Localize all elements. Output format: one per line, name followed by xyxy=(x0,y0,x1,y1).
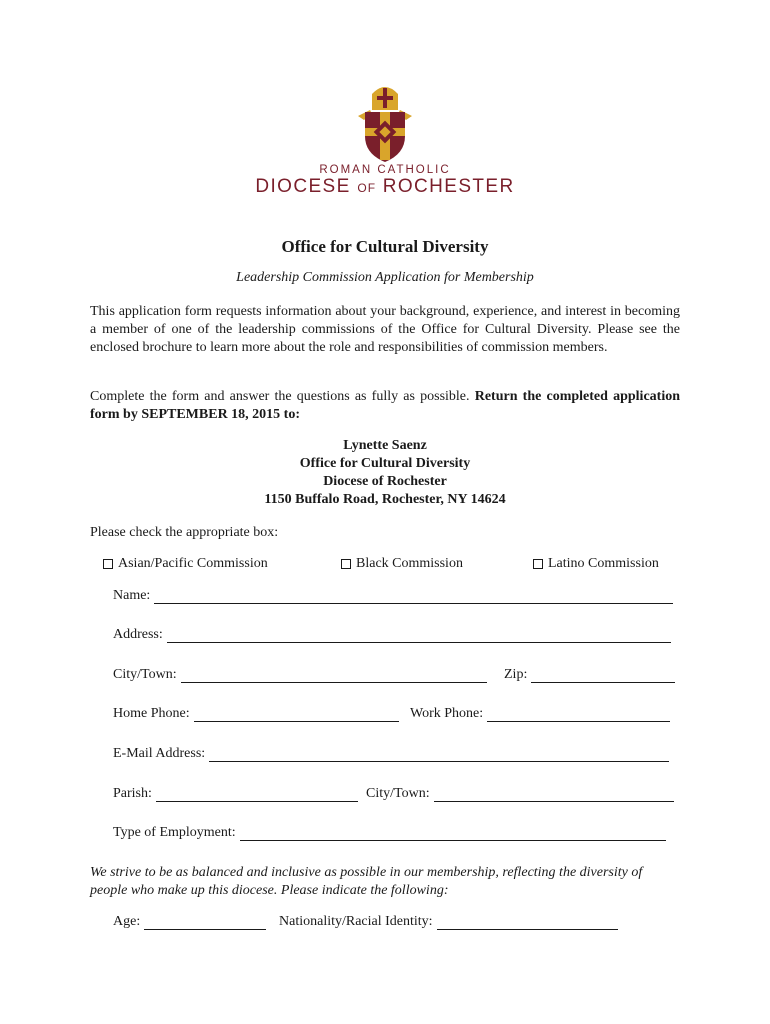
nationality-input-line[interactable] xyxy=(437,915,618,930)
name-input-line[interactable] xyxy=(154,589,673,604)
checkbox-asian[interactable] xyxy=(103,559,113,569)
name-label: Name: xyxy=(113,588,151,603)
commission-label-asian: Asian/Pacific Commission xyxy=(118,556,268,571)
work-phone-field xyxy=(410,706,670,722)
org-name xyxy=(210,176,560,198)
age-input-line[interactable] xyxy=(144,915,266,930)
address-street: 1150 Buffalo Road, Rochester, NY 14624 xyxy=(264,492,506,507)
commission-option-asian[interactable] xyxy=(103,556,268,572)
employment-field xyxy=(113,825,666,841)
zip-input-line[interactable] xyxy=(531,668,675,683)
email-field xyxy=(113,746,669,762)
city-field xyxy=(113,667,487,683)
parish-label: Parish: xyxy=(113,786,152,801)
city-input-line[interactable] xyxy=(181,668,487,683)
work-phone-label: Work Phone: xyxy=(410,706,484,721)
zip-field xyxy=(504,667,675,683)
home-phone-field xyxy=(113,706,399,722)
parish-city-label: City/Town: xyxy=(366,786,430,801)
intro-paragraph xyxy=(90,303,680,357)
instructions-paragraph xyxy=(90,388,680,424)
check-prompt: Please check the appropriate box: xyxy=(90,525,279,540)
checkbox-black[interactable] xyxy=(341,559,351,569)
page-title: Office for Cultural Diversity xyxy=(281,237,489,256)
home-phone-input-line[interactable] xyxy=(194,707,399,722)
commission-label-black: Black Commission xyxy=(356,556,463,571)
address-office: Office for Cultural Diversity xyxy=(299,456,471,471)
instructions-bold: Return the completed application form by SEPTEMBER 18, 2015 to: xyxy=(90,389,680,422)
commission-option-latino[interactable] xyxy=(533,556,659,572)
email-input-line[interactable] xyxy=(209,747,669,762)
nationality-label: Nationality/Racial Identity: xyxy=(279,914,433,929)
home-phone-label: Home Phone: xyxy=(113,706,190,721)
parish-field xyxy=(113,786,358,802)
diocese-crest-icon xyxy=(350,80,420,164)
employment-input-line[interactable] xyxy=(240,826,666,841)
page-subtitle: Leadership Commission Application for Membership xyxy=(236,270,534,285)
name-field xyxy=(113,588,673,604)
mailing-address xyxy=(0,437,770,509)
address-input-line[interactable] xyxy=(167,628,671,643)
commission-label-latino: Latino Commission xyxy=(548,556,659,571)
address-diocese: Diocese of Rochester xyxy=(323,474,447,489)
diversity-note: We strive to be as balanced and inclusive as possible in our membership, reflecting the diversity of people who make up this diocese. Please indicate the following: xyxy=(90,865,643,898)
age-label: Age: xyxy=(113,914,141,929)
instructions-plain: Complete the form and answer the questions as fully as possible. xyxy=(90,389,475,404)
zip-label: Zip: xyxy=(504,667,528,682)
instructions-text xyxy=(90,388,680,424)
org-name-word2: ROCHESTER xyxy=(382,176,515,197)
parish-input-line[interactable] xyxy=(156,787,358,802)
address-name: Lynette Saenz xyxy=(343,438,427,453)
address-field xyxy=(113,627,671,643)
commission-option-black[interactable] xyxy=(341,556,463,572)
address-label: Address: xyxy=(113,627,163,642)
org-subtitle: ROMAN CATHOLIC xyxy=(319,164,451,176)
city-label: City/Town: xyxy=(113,667,177,682)
checkbox-latino[interactable] xyxy=(533,559,543,569)
intro-text: This application form requests information about your background, experience, and interest in becoming a member of one of the leadership commissions of the Office for Cultural Diversity. Please see the enclosed brochure to learn more about the role and responsibilities of commission members. xyxy=(90,304,680,355)
work-phone-input-line[interactable] xyxy=(487,707,670,722)
parish-city-input-line[interactable] xyxy=(434,787,674,802)
employment-label: Type of Employment: xyxy=(113,825,236,840)
org-name-word1: DIOCESE xyxy=(255,176,351,197)
parish-city-field xyxy=(366,786,674,802)
email-label: E-Mail Address: xyxy=(113,746,206,761)
org-name-of: OF xyxy=(357,181,377,195)
nationality-field xyxy=(279,914,618,930)
age-field xyxy=(113,914,266,930)
